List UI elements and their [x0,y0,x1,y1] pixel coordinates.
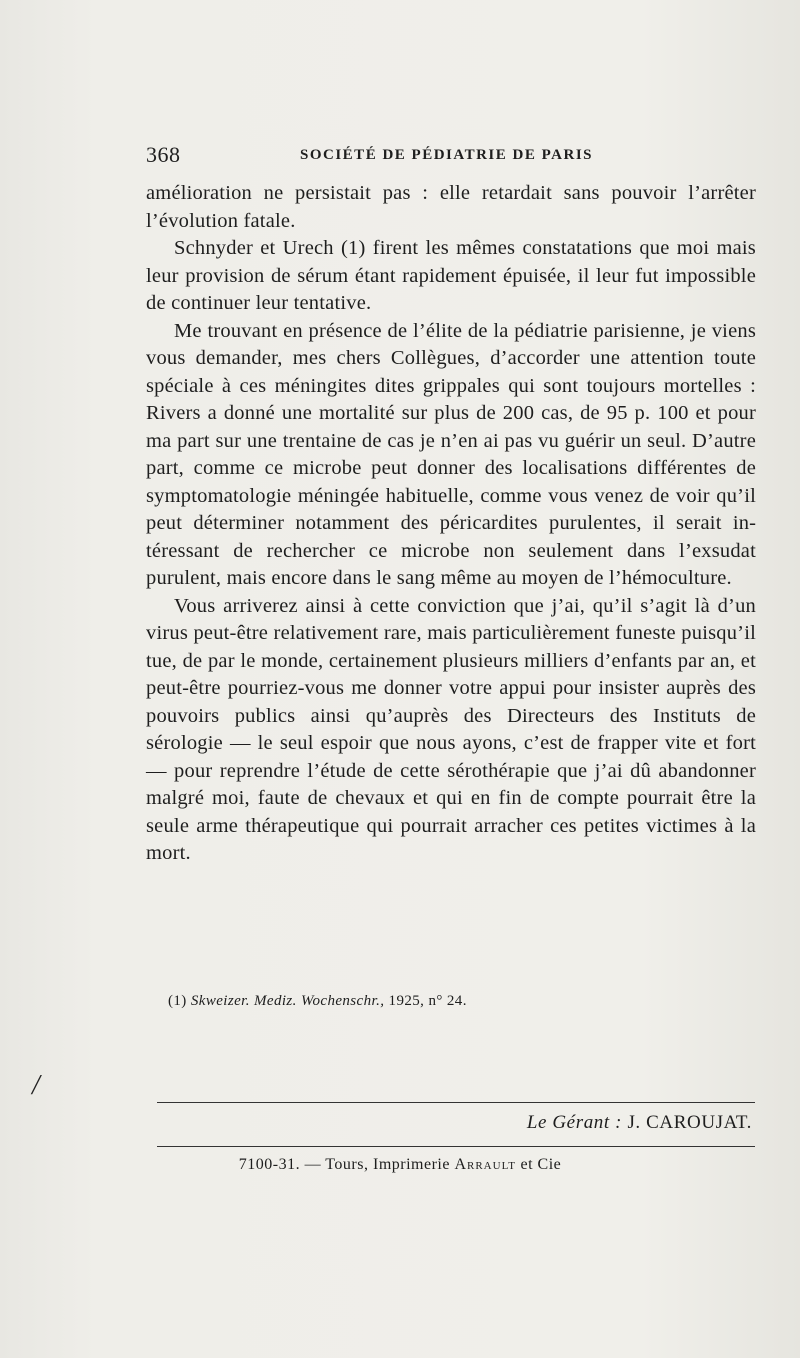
footnote-detail: 1925, n° 24. [388,993,467,1009]
margin-mark: / [32,1070,40,1101]
divider-bottom [157,1146,755,1147]
signature-label: Le Gérant : [526,1112,623,1133]
paragraph-1: amélioration ne persistait pas : elle retardait sans pouvoir l’arrêter l’évolution fatale. [146,182,756,232]
page-header [146,142,756,170]
running-title: SOCIÉTÉ DE PÉDIATRIE DE PARIS [300,147,593,163]
page-number: 368 [146,142,181,167]
body-text [146,180,756,868]
footnote [168,993,467,1010]
paragraph-2: Schnyder et Urech (1) firent les mêmes constatations que moi mais leur provision de sérum étant rapidement épuisée, il leur fut impossible de continuer leur tentative. [146,237,756,314]
footnote-marker: (1) [168,993,187,1009]
signature-name: J. CAROUJAT. [627,1112,752,1133]
signature [527,1112,752,1134]
printer-suffix: et Cie [520,1156,562,1173]
paragraph-4: Vous arriverez ainsi à cette conviction que j’ai, qu’il s’agit là d’un virus peut-être relativement rare, mais particulièrement funeste puisqu’il tue, de par le monde, certainement plusieurs milliers d’enfants par an, et peut-être pourriez-vous me donner votre appui pour insister auprès des pouvoirs publics ainsi qu’auprès des Directeurs des Instituts de sérologie — le seul espoir que nous ayons, c’est de frapper vite et fort — pour reprendre l’étude de cette sérothérapie que j’ai dû abandonner malgré moi, faute de chevaux et qui en fin de compte pourrait être la seule arme thérapeutique qui pourrait arracher ces petites victimes à la mort. [146,594,756,864]
footnote-source: Skweizer. Mediz. Wochenschr., [190,993,385,1009]
paragraph-3: Me trouvant en présence de l’élite de la pédiatrie parisienne, je viens vous demander, mes chers Collègues, d’accorder une attention toute spéciale à ces méningites dites grippales qui sont toujours mortelles : Rivers a donné une mortalité sur plus de 200 cas, de 95 p. 100 et pour ma part sur une trentaine de cas je n’en ai pas vu guérir un seul. D’autre part, comme ce microbe peut donner des localisations différentes de symptomatologie méningée habituelle, comme vous venez de voir qu’il peut déterminer notamment des péricardites purulentes, il serait intéressant de rechercher ce microbe non seulement dans l’exsudat purulent, mais encore dans le sang même au moyen de l’hémoculture. [146,319,756,589]
printer-imprint [0,1156,800,1174]
printer-number: 7100-31. — Tours, Imprimerie [238,1156,450,1173]
printer-firm: Arrault [454,1156,516,1173]
divider-top [157,1102,755,1103]
